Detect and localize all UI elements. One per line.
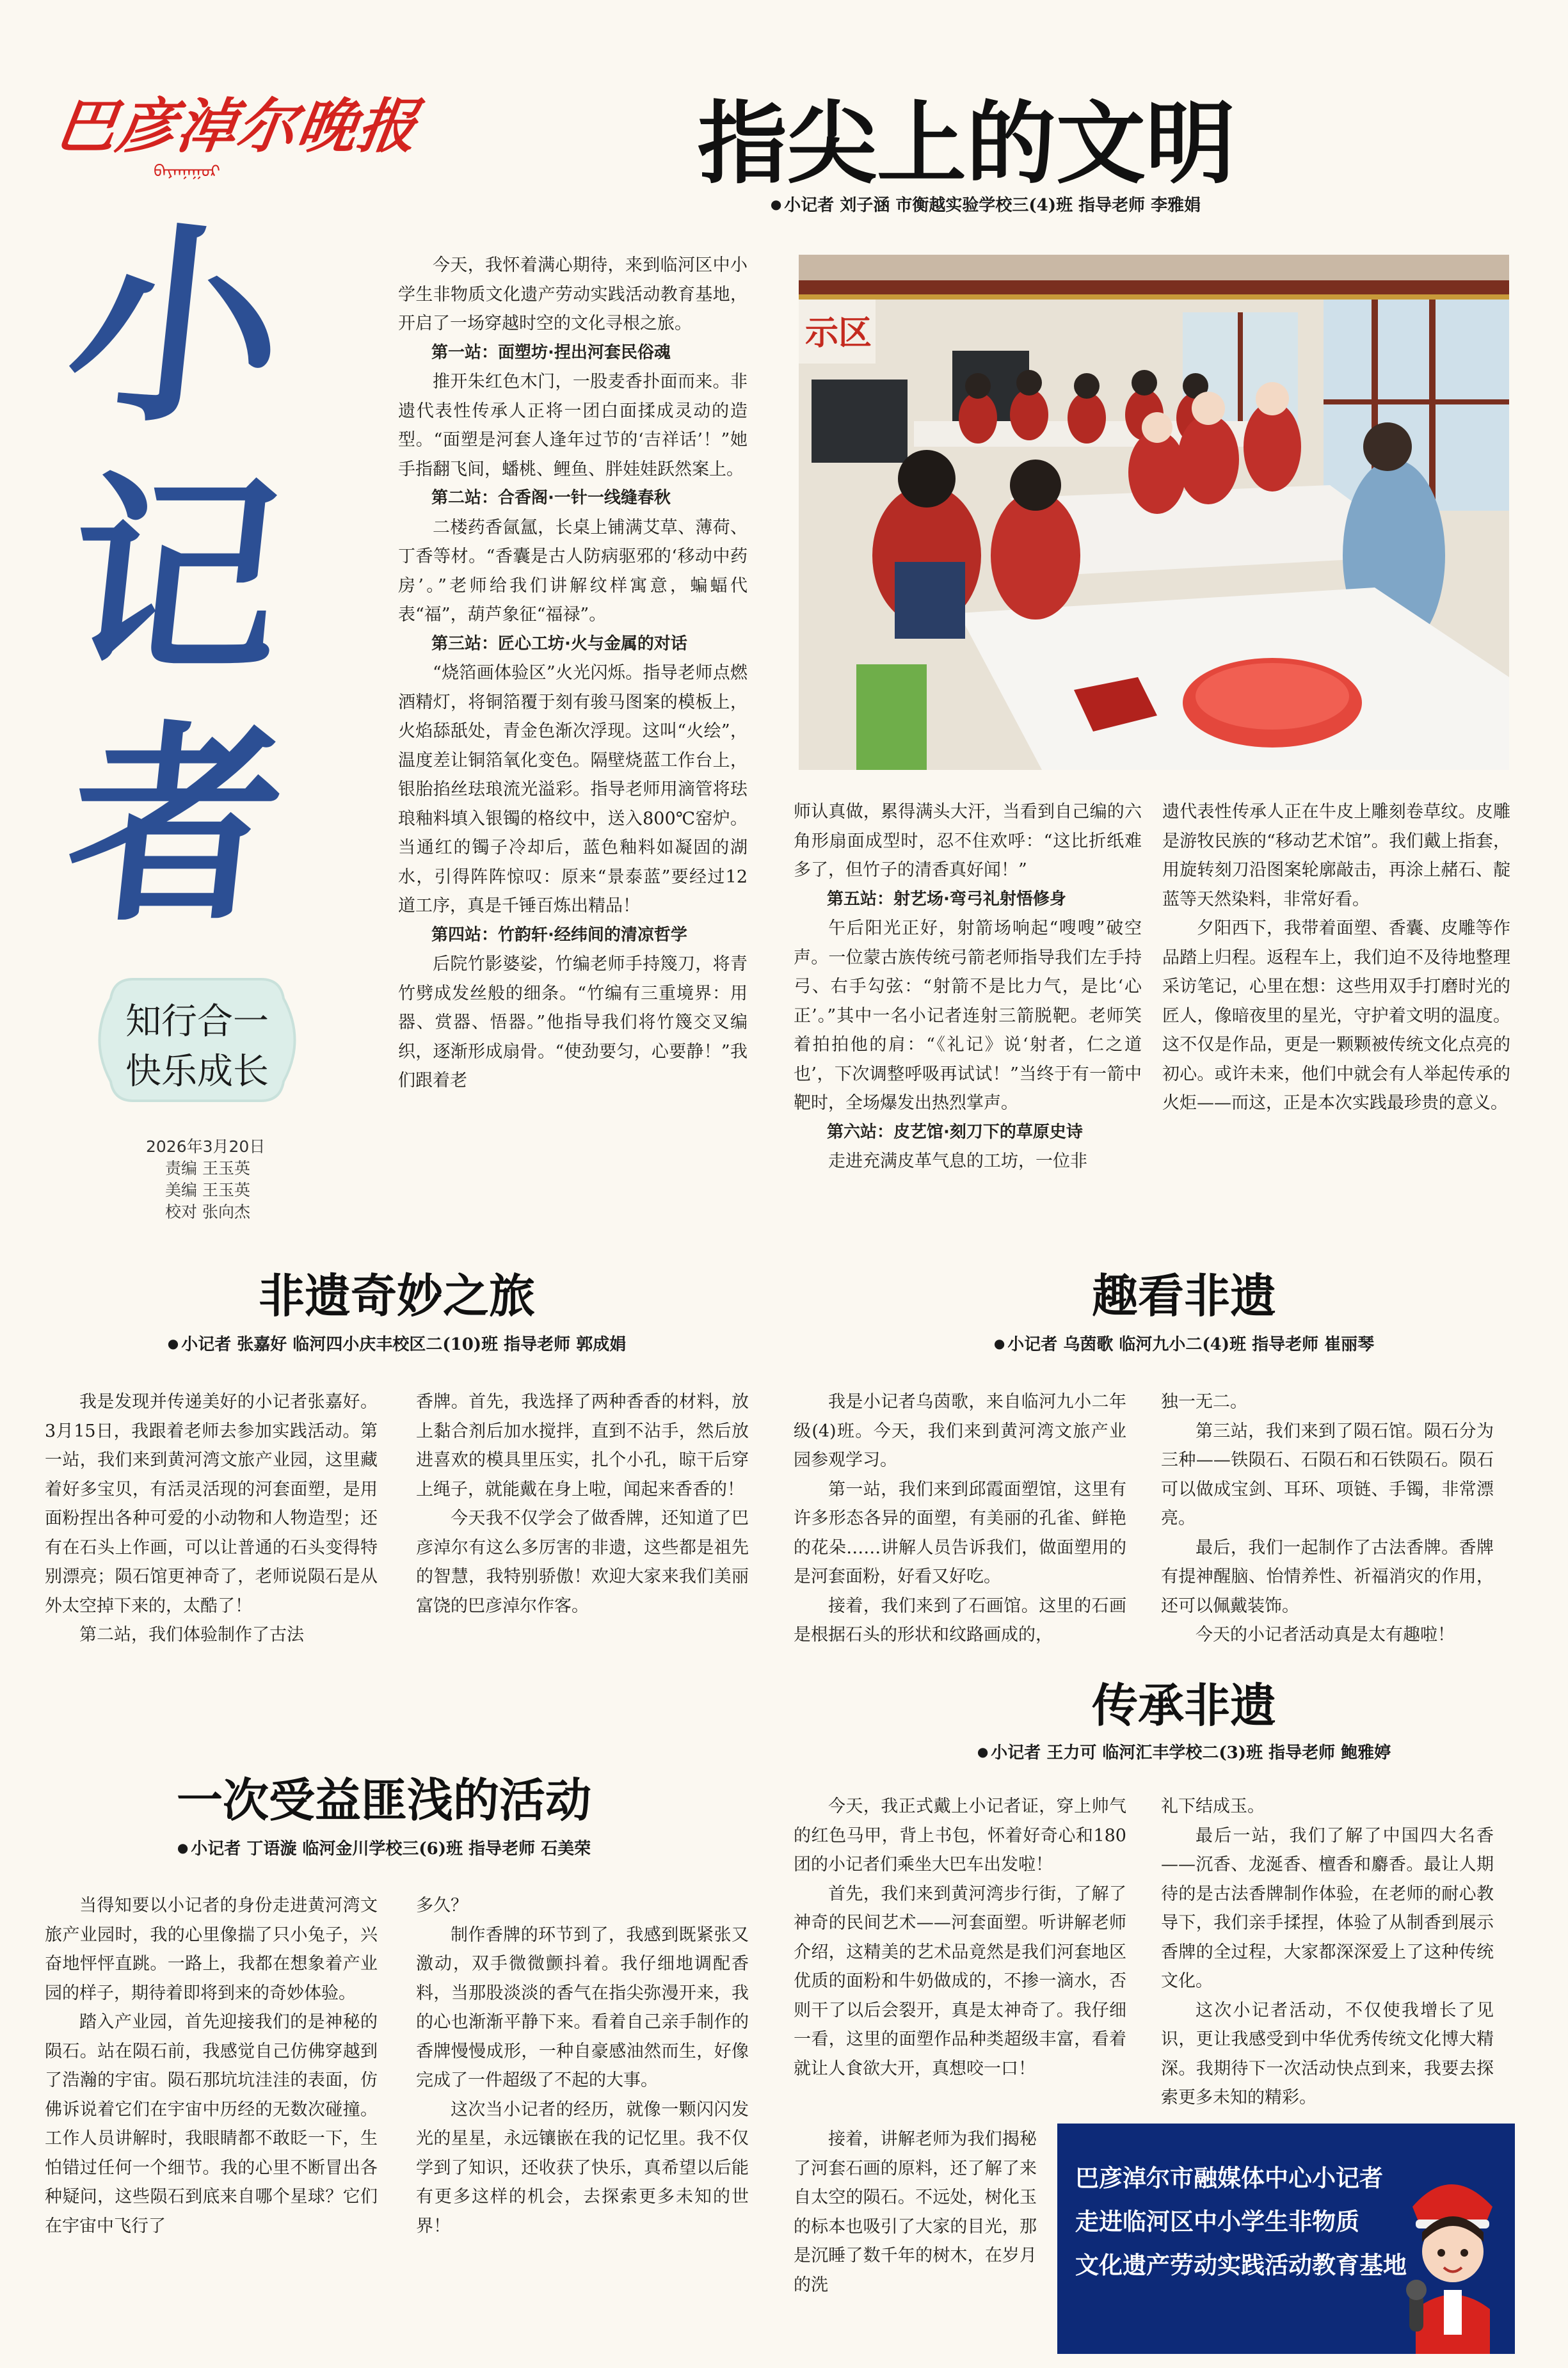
article2-col-1 bbox=[45, 1388, 378, 1768]
classroom-photo-illustration bbox=[799, 255, 1509, 770]
article4-col-1 bbox=[45, 1891, 378, 2352]
masthead bbox=[45, 76, 423, 184]
article4-byline bbox=[90, 1836, 678, 1859]
paragraph: 最后，我们一起制作了古法香牌。香牌有提神醒脑、怡情养性、祈福消灾的作用，还可以佩戴装饰。 bbox=[1161, 1537, 1494, 1616]
byline-bullet-icon: ● bbox=[167, 1336, 179, 1351]
credit-editor: 责编 王玉英 bbox=[165, 1159, 250, 1178]
reporter-mascot-icon bbox=[1390, 2162, 1512, 2354]
paragraph: 首先，我们来到黄河湾步行街，了解了神奇的民间艺术——河套面塑。听讲解老师介绍，这精美的艺术品竟然是我们河套地区优质的面粉和牛奶做成的，不掺一滴水，否则干了以后会裂开，真是太神奇了。我仔细一看，这里的面塑作品种类超级丰富，看着就让人食欲大开，真想咬一口！ bbox=[794, 1884, 1126, 2079]
promo-line-3: 文化遗产劳动实践活动教育基地 bbox=[1075, 2252, 1407, 2279]
byline-bullet-icon: ● bbox=[977, 1744, 989, 1759]
main-headline: 指尖上的文明 bbox=[697, 92, 1235, 196]
article5-col-1-continued bbox=[794, 2125, 1037, 2355]
column-title-char-3: 者 bbox=[57, 701, 295, 950]
byline-bullet-icon: ● bbox=[770, 196, 782, 212]
main-byline bbox=[704, 192, 1267, 216]
paragraph: 这次小记者活动，不仅使我增长了见识，更让我感受到中华优秀传统文化博大精深。我期待下一次活动快点到来，我要去探索更多未知的精彩。 bbox=[1161, 2000, 1494, 2108]
promo-line-2: 走进临河区中小学生非物质 bbox=[1075, 2208, 1359, 2236]
paragraph: 制作香牌的环节到了，我感到既紧张又激动，双手微微颤抖着。我仔细地调配香料，当那股淡淡的香气在指尖弥漫开来，我的心也渐渐平静下来。看着自己亲手制作的香牌慢慢成形，一种自豪感油然而生，好像完成了一件超级了不起的大事。 bbox=[416, 1924, 749, 2090]
photo-sign-text: 示区 bbox=[805, 314, 872, 353]
paragraph: 多久？ bbox=[416, 1896, 468, 1916]
article2-col-2 bbox=[416, 1388, 749, 1768]
article5-byline-text: 小记者 王力可 临河汇丰学校二(3)班 指导老师 鲍雅婷 bbox=[991, 1743, 1391, 1763]
section-subheading: 第二站：合香阁·一针一线缝春秋 bbox=[431, 488, 671, 508]
article4-col-2 bbox=[416, 1891, 749, 2352]
section-subheading: 第五站：射艺场·弯弓礼射悟修身 bbox=[827, 889, 1066, 909]
article4-headline: 一次受益匪浅的活动 bbox=[176, 1773, 591, 1827]
paragraph: 我是小记者乌茵歌，来自临河九小二年级(4)班。今天，我们来到黄河湾文旅产业园参观学习。 bbox=[794, 1392, 1126, 1470]
paragraph: 独一无二。 bbox=[1161, 1392, 1247, 1412]
article3-headline: 趣看非遗 bbox=[1091, 1269, 1276, 1323]
paragraph: 这次当小记者的经历，就像一颗闪闪发光的星星，永远镶嵌在我的记忆里。我不仅学到了知识，还收获了快乐，真希望以后能有更多这样的机会，去探索更多未知的世界！ bbox=[416, 2099, 749, 2236]
section-subheading: 第三站：匠心工坊·火与金属的对话 bbox=[431, 634, 687, 653]
article3-col-1 bbox=[794, 1388, 1126, 1644]
paragraph: 夕阳西下，我带着面塑、香囊、皮雕等作品踏上归程。返程车上，我们迫不及待地整理采访笔记，心里在想：这些用双手打磨时光的匠人，像暗夜里的星光，守护着文明的温度。这不仅是作品，更是一颗颗被传统文化点亮的初心。或许未来，他们中就会有人举起传承的火炬——而这，正是本次实践最珍贵的意义。 bbox=[1162, 918, 1510, 1113]
newspaper-name: 巴彦淖尔晚报 bbox=[52, 92, 423, 161]
article3-byline-text: 小记者 乌茵歌 临河九小二(4)班 指导老师 崔丽琴 bbox=[1007, 1335, 1375, 1354]
paragraph: 今天我不仅学会了做香牌，还知道了巴彦淖尔有这么多厉害的非遗，这些都是祖先的智慧，我特别骄傲！欢迎大家来我们美丽富饶的巴彦淖尔作客。 bbox=[416, 1508, 749, 1616]
slogan-badge bbox=[88, 966, 306, 1114]
paragraph: 推开朱红色木门，一股麦香扑面而来。非遗代表性传承人正将一团白面揉成灵动的造型。“面塑是河套人逢年过节的‘吉祥话’！”她手指翻飞间，蟠桃、鲤鱼、胖娃娃跃然案上。 bbox=[398, 372, 748, 479]
paragraph: 踏入产业园，首先迎接我们的是神秘的陨石。站在陨石前，我感觉自己仿佛穿越到了浩瀚的宇宙。陨石那坑坑洼洼的表面，仿佛诉说着它们在宇宙中历经的无数次碰撞。工作人员讲解时，我眼睛都不敢眨一下，生怕错过任何一个细节。我的心里不断冒出各种疑问，这些陨石到底来自哪个星球？它们在宇宙中飞行了 bbox=[45, 2012, 378, 2236]
paragraph: 师认真做，累得满头大汗，当看到自己编的六角形扇面成型时，忍不住欢呼：“这比折纸难多了，但竹子的清香真好闻！” bbox=[794, 802, 1142, 880]
paragraph: 午后阳光正好，射箭场响起“嗖嗖”破空声。一位蒙古族传统弓箭老师指导我们左手持弓、右手勾弦：“射箭不是比力气，是比‘心正’。”其中一名小记者连射三箭脱靶。老师笑着拍拍他的肩：“《礼记》说‘射者，仁之道也’，下次调整呼吸再试试！”当终于有一箭中靶时，全场爆发出热烈掌声。 bbox=[794, 918, 1142, 1113]
column-title-char-2: 记 bbox=[57, 452, 295, 700]
article5-col-1 bbox=[794, 1792, 1126, 2125]
slogan-line-1: 知行合一 bbox=[125, 1001, 269, 1043]
article2-headline: 非遗奇妙之旅 bbox=[258, 1269, 535, 1323]
promo-box bbox=[1057, 2124, 1515, 2354]
article5-byline bbox=[851, 1740, 1517, 1763]
article2-byline bbox=[77, 1331, 717, 1355]
paragraph: 第二站，我们体验制作了古法 bbox=[79, 1625, 304, 1645]
paragraph: 第三站，我们来到了陨石馆。陨石分为三种——铁陨石、石陨石和石铁陨石。陨石可以做成宝剑、耳环、项链、手镯，非常漂亮。 bbox=[1161, 1421, 1494, 1528]
promo-line-1: 巴彦淖尔市融媒体中心小记者 bbox=[1075, 2164, 1383, 2192]
column-title-char-1: 小 bbox=[57, 202, 295, 451]
credit-proofreader: 校对 张向杰 bbox=[165, 1203, 250, 1221]
paragraph: 今天，我正式戴上小记者证，穿上帅气的红色马甲，背上书包，怀着好奇心和180团的小记者们乘坐大巴车出发啦！ bbox=[794, 1796, 1126, 1875]
paragraph: 礼下结成玉。 bbox=[1161, 1796, 1265, 1816]
article2-byline-text: 小记者 张嘉好 临河四小庆丰校区二(10)班 指导老师 郭成娟 bbox=[181, 1335, 627, 1354]
article4-byline-text: 小记者 丁语漩 临河金川学校三(6)班 指导老师 石美荣 bbox=[191, 1839, 591, 1859]
mongolian-name: ᠪᠠᠶᠠᠨᠨᠠᠭᠤᠷ bbox=[154, 162, 221, 181]
paragraph: 香牌。首先，我选择了两种香香的材料，放上黏合剂后加水搅拌，直到不沾手，然后放进喜欢的模具里压实，扎个小孔，晾干后穿上绳子，就能戴在身上啦，闻起来香香的！ bbox=[416, 1392, 749, 1500]
edition-date: 2026年3月20日 bbox=[146, 1137, 266, 1156]
paragraph: 二楼药香氤氲，长桌上铺满艾草、薄荷、丁香等材。“香囊是古人防病驱邪的‘移动中药房’。”老师给我们讲解纹样寓意，蝙蝠代表“福”，葫芦象征“福禄”。 bbox=[398, 517, 748, 625]
main-byline-text: 小记者 刘子涵 市衡越实验学校三(4)班 指导老师 李雅娟 bbox=[784, 196, 1201, 215]
section-subheading: 第四站：竹韵轩·经纬间的清凉哲学 bbox=[431, 925, 687, 945]
credit-designer: 美编 王玉英 bbox=[165, 1181, 250, 1199]
byline-bullet-icon: ● bbox=[177, 1840, 189, 1855]
edition-info bbox=[128, 1136, 320, 1223]
paragraph: 接着，讲解老师为我们揭秘了河套石画的原料，还了解了来自太空的陨石。不远处，树化玉的标本也吸引了大家的目光，那是沉睡了数千年的树木，在岁月的洗 bbox=[794, 2129, 1037, 2295]
article5-headline: 传承非遗 bbox=[1091, 1679, 1276, 1732]
column-title bbox=[57, 202, 358, 954]
paragraph: “烧箔画体验区”火光闪烁。指导老师点燃酒精灯，将铜箔覆于刻有骏马图案的模板上，火焰舔舐处，青金色渐次浮现。这叫“火绘”，温度差让铜箔氧化变色。隔壁烧蓝工作台上，银胎掐丝珐琅流光溢彩。指导老师用滴管将珐琅釉料填入银镯的格纹中，送入800℃窑炉。当通红的镯子冷却后，蓝色釉料如凝固的湖水，引得阵阵惊叹：原来“景泰蓝”要经过12道工序，真是千锤百炼出精品！ bbox=[398, 663, 748, 916]
paragraph: 最后一站，我们了解了中国四大名香——沉香、龙涎香、檀香和麝香。最让人期待的是古法香牌制作体验，在老师的耐心教导下，我们亲手揉捏，体验了从制香到展示香牌的全过程，大家都深深爱上了这种传统文化。 bbox=[1161, 1825, 1494, 1991]
main-photo bbox=[799, 255, 1509, 770]
paragraph: 我是发现并传递美好的小记者张嘉好。3月15日，我跟着老师去参加实践活动。第一站，我们来到黄河湾文旅产业园，这里藏着好多宝贝，有活灵活现的河套面塑，是用面粉捏出各种可爱的小动物和人物造型；还有在石头上作画，可以让普通的石头变得特别漂亮；陨石馆更神奇了，老师说陨石是从外太空掉下来的，太酷了！ bbox=[45, 1392, 378, 1616]
paragraph: 遗代表性传承人正在牛皮上雕刻卷草纹。皮雕是游牧民族的“移动艺术馆”。我们戴上指套，用旋转刻刀沿图案轮廓敲击，再涂上赭石、靛蓝等天然染料，非常好看。 bbox=[1162, 802, 1510, 909]
paragraph: 后院竹影婆娑，竹编老师手持篾刀，将青竹劈成发丝般的细条。“竹编有三重境界：用器、赏器、悟器。”他指导我们将竹篾交叉编织，逐渐形成扇骨。“使劲要匀，心要静！”我们跟着老 bbox=[398, 954, 748, 1091]
section-subheading: 第一站：面塑坊·捏出河套民俗魂 bbox=[431, 342, 671, 362]
slogan-line-2: 快乐成长 bbox=[125, 1051, 269, 1092]
main-article-col-2 bbox=[794, 797, 1142, 1249]
paragraph: 接着，我们来到了石画馆。这里的石画是根据石头的形状和纹路画成的， bbox=[794, 1596, 1126, 1644]
paragraph: 今天的小记者活动真是太有趣啦！ bbox=[1196, 1625, 1455, 1644]
section-subheading: 第六站：皮艺馆·刻刀下的草原史诗 bbox=[827, 1122, 1083, 1142]
paragraph: 今天，我怀着满心期待，来到临河区中小学生非物质文化遗产劳动实践活动教育基地，开启了一场穿越时空的文化寻根之旅。 bbox=[398, 255, 748, 333]
main-article-col-1 bbox=[398, 251, 748, 1249]
article3-byline bbox=[877, 1331, 1491, 1355]
paragraph: 当得知要以小记者的身份走进黄河湾文旅产业园时，我的心里像揣了只小兔子，兴奋地怦怦直跳。一路上，我都在想象着产业园的样子，期待着即将到来的奇妙体验。 bbox=[45, 1896, 378, 2003]
main-article-col-3 bbox=[1162, 797, 1510, 1249]
article5-col-2 bbox=[1161, 1792, 1494, 2115]
paragraph: 第一站，我们来到邱霞面塑馆，这里有许多形态各异的面塑，有美丽的孔雀、鲜艳的花朵……讲解人员告诉我们，做面塑用的是河套面粉，好看又好吃。 bbox=[794, 1479, 1126, 1587]
article3-col-2 bbox=[1161, 1388, 1494, 1644]
byline-bullet-icon: ● bbox=[993, 1336, 1005, 1351]
paragraph: 走进充满皮革气息的工坊，一位非 bbox=[828, 1151, 1087, 1171]
